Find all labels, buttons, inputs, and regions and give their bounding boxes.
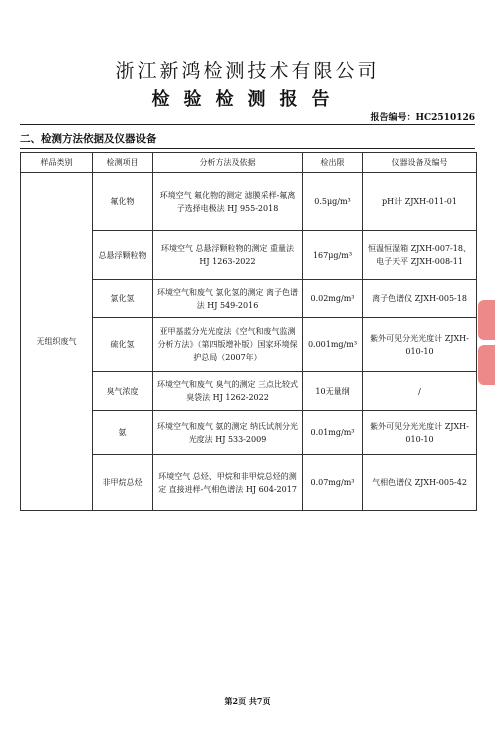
column-header: 检测项目: [93, 153, 153, 173]
report-number: 报告编号：HC2510126: [370, 113, 475, 123]
section-divider: [20, 148, 475, 149]
item-cell: 氟化物: [93, 173, 153, 231]
limit-cell: 167μg/m³: [303, 231, 363, 280]
method-cell: 环境空气 总悬浮颗粒物的测定 重量法 HJ 1263-2022: [153, 231, 303, 280]
item-cell: 氨: [93, 411, 153, 455]
item-cell: 硫化氢: [93, 318, 153, 372]
limit-cell: 0.001mg/m³: [303, 318, 363, 372]
limit-cell: 10无量纲: [303, 372, 363, 411]
limit-cell: 0.02mg/m³: [303, 280, 363, 318]
table-header-row: [21, 153, 477, 173]
method-cell: 环境空气和废气 氯化氢的测定 离子色谱法 HJ 549-2016: [153, 280, 303, 318]
method-cell: 环境空气 总烃、甲烷和非甲烷总烃的测定 直接进样-气相色谱法 HJ 604-2017: [153, 455, 303, 511]
method-cell: 环境空气和废气 臭气的测定 三点比较式臭袋法 HJ 1262-2022: [153, 372, 303, 411]
seal-stamp: [478, 300, 495, 340]
instrument-cell: 恒温恒湿箱 ZJXH-007-18、电子天平 ZJXH-008-11: [363, 231, 477, 280]
limit-cell: 0.07mg/m³: [303, 455, 363, 511]
instrument-cell: 气相色谱仪 ZJXH-005-42: [363, 455, 477, 511]
column-header: 检出限: [303, 153, 363, 173]
item-cell: 臭气浓度: [93, 372, 153, 411]
column-header: 仪器设备及编号: [363, 153, 477, 173]
header-divider: [20, 124, 475, 125]
instrument-cell: 离子色谱仪 ZJXH-005-18: [363, 280, 477, 318]
page-number: 第2页 共7页: [224, 696, 271, 706]
item-cell: 氯化氢: [93, 280, 153, 318]
seal-stamp: [478, 345, 495, 385]
column-header: 分析方法及依据: [153, 153, 303, 173]
column-header: 样品类别: [21, 153, 93, 173]
method-table: [20, 152, 477, 511]
limit-cell: 0.01mg/m³: [303, 411, 363, 455]
instrument-cell: /: [363, 372, 477, 411]
item-cell: 总悬浮颗粒物: [93, 231, 153, 280]
item-cell: 非甲烷总烃: [93, 455, 153, 511]
table-row: [21, 173, 477, 231]
section-title: 二、检测方法依据及仪器设备: [20, 133, 157, 145]
instrument-cell: 紫外可见分光光度计 ZJXH-010-10: [363, 411, 477, 455]
instrument-cell: 紫外可见分光光度计 ZJXH-010-10: [363, 318, 477, 372]
company-name: 浙江新鸿检测技术有限公司: [115, 60, 380, 82]
method-cell: 亚甲基蓝分光光度法《空气和废气监测分析方法》（第四版增补版）国家环境保护总局（2007年）: [153, 318, 303, 372]
instrument-cell: pH计 ZJXH-011-01: [363, 173, 477, 231]
limit-cell: 0.5μg/m³: [303, 173, 363, 231]
method-cell: 环境空气和废气 氨的测定 纳氏试剂分光光度法 HJ 533-2009: [153, 411, 303, 455]
sample-category-cell: 无组织废气: [21, 173, 93, 511]
document-title: 检验检测报告: [151, 89, 344, 110]
method-cell: 环境空气 氟化物的测定 滤膜采样-氟离子选择电极法 HJ 955-2018: [153, 173, 303, 231]
